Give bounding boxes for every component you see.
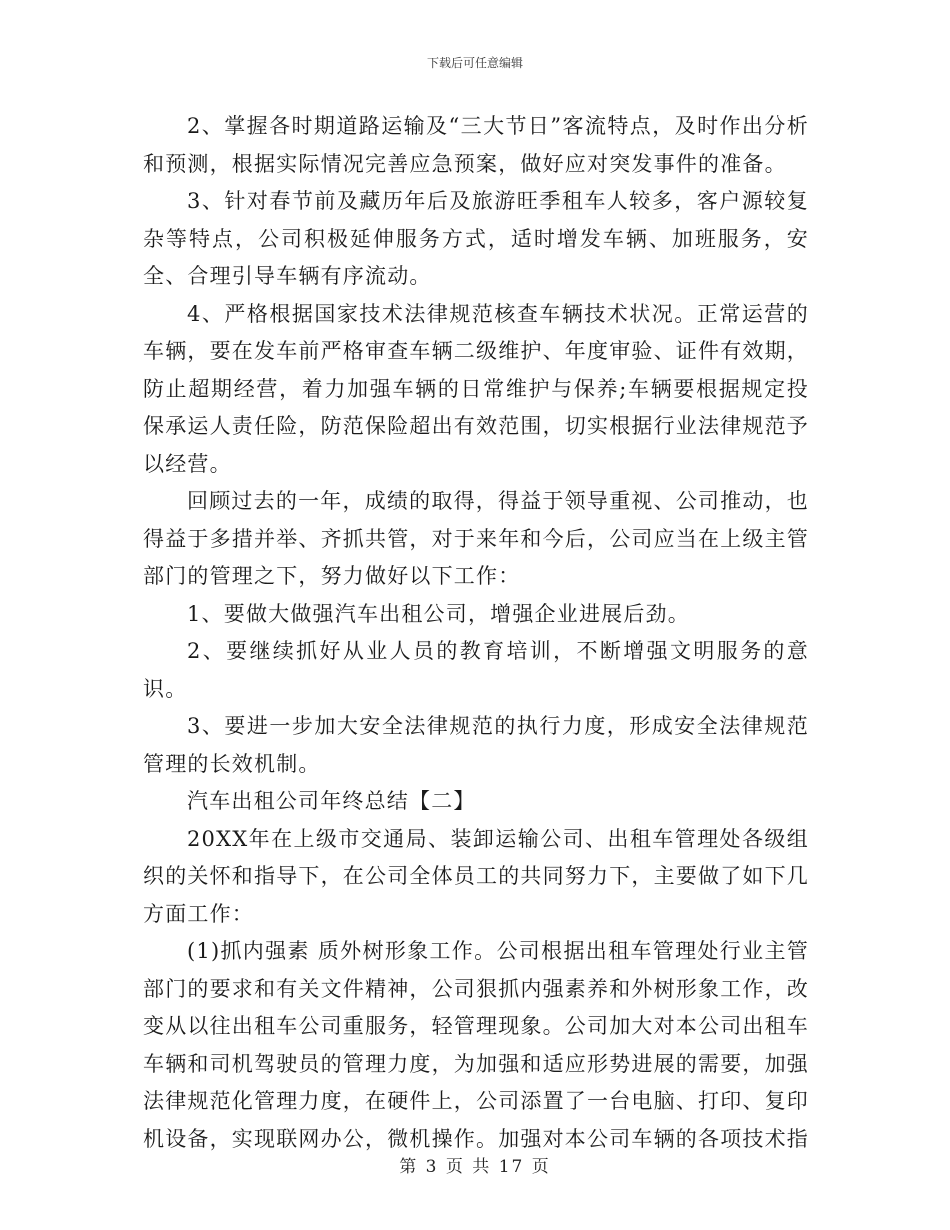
paragraph-item-4: 4、严格根据国家技术法律规范核查车辆技术状况。正常运营的车辆，要在发车前严格审查车辆二级维护、年度审验、证件有效期，防止超期经营，着力加强车辆的日常维护与保养;车辆要根据规定投保承运人责任险，防范保险超出有效范围，切实根据行业法律规范予以经营。 — [143, 301, 809, 476]
paragraph-item-2: 2、掌握各时期道路运输及“三大节日”客流特点，及时作出分析和预测，根据实际情况完善应急预案，做好应对突发事件的准备。 — [143, 114, 809, 176]
page-header-note: 下载后可任意编辑 — [426, 56, 523, 70]
paragraph-item-3: 3、针对春节前及藏历年后及旅游旺季租车人较多，客户源较复杂等特点，公司积极延伸服务方式，适时增发车辆、加班服务，安全、合理引导车辆有序流动。 — [143, 189, 809, 288]
paragraph-intro: 20XX年在上级市交通局、装卸运输公司、出租车管理处各级组织的关怀和指导下，在公司全体员工的共同努力下，主要做了如下几方面工作： — [143, 826, 809, 926]
paragraph-review: 回顾过去的一年，成绩的取得，得益于领导重视、公司推动，也得益于多措并举、齐抓共管，对于来年和今后，公司应当在上级主管部门的管理之下，努力做好以下工作： — [143, 489, 809, 588]
document-body — [143, 108, 809, 1158]
paragraph-point-1: (1)抓内强素 质外树形象工作。公司根据出租车管理处行业主管部门的要求和有关文件精神，公司狠抓内强素养和外树形象工作，改变从以往出租车公司重服务，轻管理现象。公司加大对本公司出租车车辆和司机驾驶员的管理力度，为加强和适应形势进展的需要，加强法律规范化管理力度，在硬件上，公司添置了一台电脑、打印、复印机设备，实现联网办公，微机操作。加强对本公司车辆的各项技术指 — [143, 939, 809, 1151]
paragraph-task-1: 1、要做大做强汽车出租公司，增强企业进展后劲。 — [187, 601, 690, 626]
paragraph-task-3: 3、要进一步加大安全法律规范的执行力度，形成安全法律规范管理的长效机制。 — [143, 714, 809, 776]
paragraph-task-2: 2、要继续抓好从业人员的教育培训，不断增强文明服务的意识。 — [143, 639, 809, 701]
section-title: 汽车出租公司年终总结【二】 — [187, 789, 476, 813]
page-number: 第 3 页 共 17 页 — [399, 1157, 551, 1177]
